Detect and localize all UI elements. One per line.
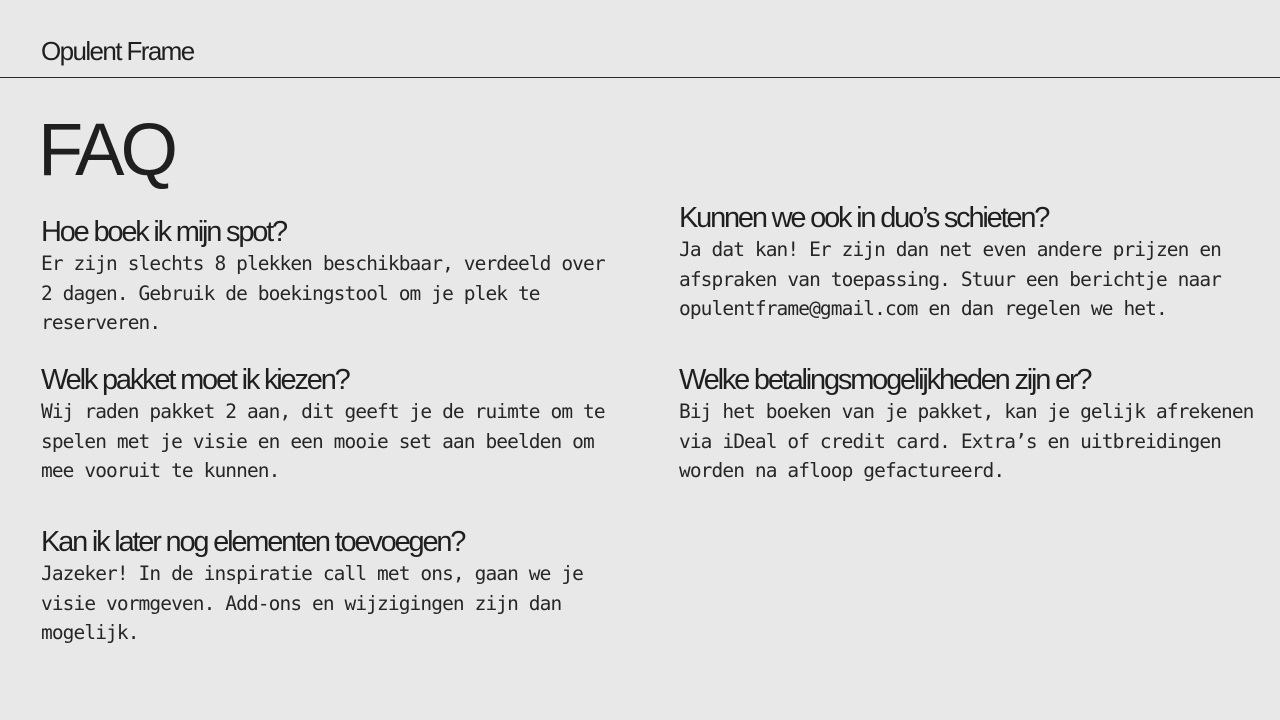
- page-title: FAQ: [38, 108, 175, 191]
- faq-answer: Ja dat kan! Er zijn dan net even andere prijzen en afspraken van toepassing. Stuur een berichtje naar opulentframe@gmail.com en dan regelen we het.: [679, 238, 1221, 320]
- faq-item-add-elements: [41, 526, 626, 648]
- faq-question: Welk pakket moet ik kiezen?: [41, 364, 349, 396]
- faq-item-duo: [679, 202, 1264, 324]
- faq-answer: Jazeker! In de inspiratie call met ons, gaan we je visie vormgeven. Add-ons en wijzigingen zijn dan mogelijk.: [41, 562, 583, 644]
- header-divider: [0, 77, 1280, 78]
- faq-question: Kan ik later nog elementen toevoegen?: [41, 526, 465, 558]
- faq-answer: Bij het boeken van je pakket, kan je gelijk afrekenen via iDeal of credit card. Extra’s en uitbreidingen worden na afloop gefactureerd.: [679, 400, 1254, 482]
- faq-answer: Wij raden pakket 2 aan, dit geeft je de ruimte om te spelen met je visie en een mooie set aan beelden om mee vooruit te kunnen.: [41, 400, 605, 482]
- faq-question: Welke betalingsmogelijkheden zijn er?: [679, 364, 1091, 396]
- faq-answer: Er zijn slechts 8 plekken beschikbaar, verdeeld over 2 dagen. Gebruik de boekingstool om je plek te reserveren.: [41, 252, 605, 334]
- faq-question: Kunnen we ook in duo’s schieten?: [679, 202, 1049, 234]
- brand-logo-text: Opulent Frame: [41, 36, 194, 66]
- faq-item-booking: [41, 216, 626, 338]
- faq-item-package: [41, 364, 626, 486]
- faq-item-payment: [679, 364, 1264, 486]
- faq-question: Hoe boek ik mijn spot?: [41, 216, 286, 248]
